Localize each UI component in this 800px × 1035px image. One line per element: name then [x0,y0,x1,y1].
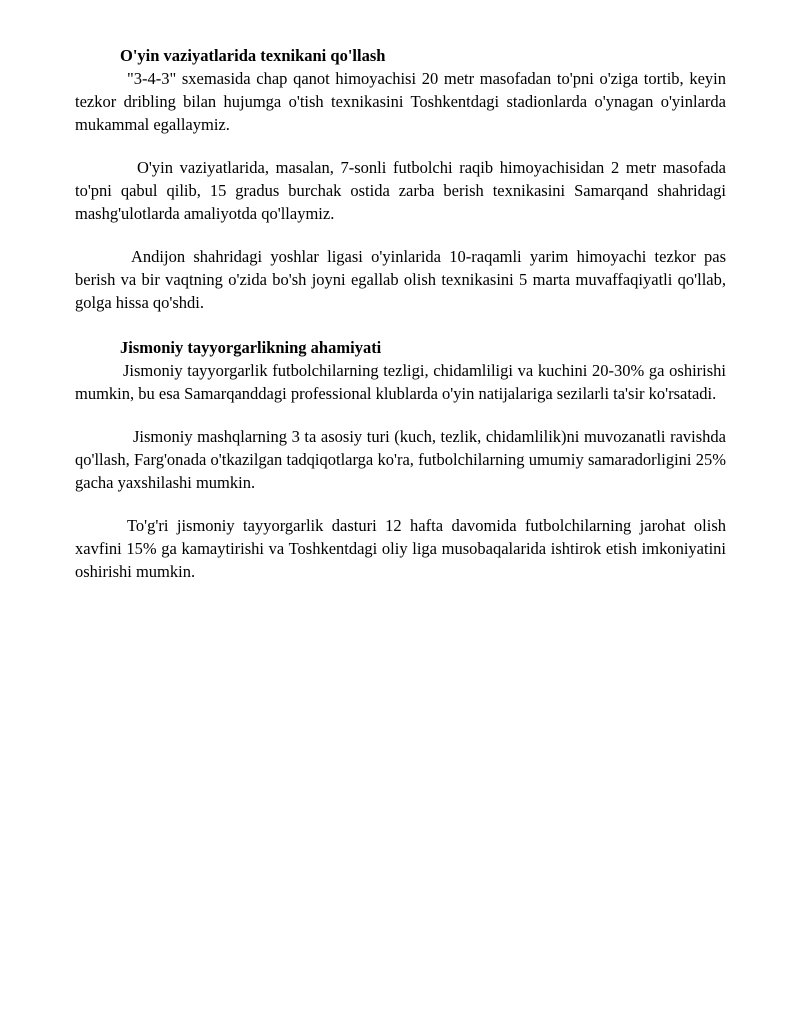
section-heading-physical-preparation: Jismoniy tayyorgarlikning ahamiyati [120,338,382,357]
document-page [75,44,726,583]
paragraph-physical-benefits: Jismoniy tayyorgarlik futbolchilarning tezligi, chidamliligi va kuchini 20-30% ga oshirishi mumkin, bu esa Samarqanddagi professional klublarda o'yin natijalariga sezilarli ta'sir ko'rsatadi. [75,361,726,403]
paragraph-training-program: To'g'ri jismoniy tayyorgarlik dasturi 12 hafta davomida futbolchilarning jarohat olish xavfini 15% ga kamaytirishi va Toshkentdagi oliy liga musobaqalarida ishtirok etish imkoniyatini oshirishi mumkin. [75,516,726,581]
paragraph-shot-technique: O'yin vaziyatlarida, masalan, 7-sonli futbolchi raqib himoyachisidan 2 metr masofada to'pni qabul qilib, 15 gradus burchak ostida zarba berish texnikasini Samarqand shahridagi mashg'ulotlarda amaliyotda qo'llaymiz. [75,158,726,223]
paragraph-passing-technique: Andijon shahridagi yoshlar ligasi o'yinlarida 10-raqamli yarim himoyachi tezkor pas berish va bir vaqtning o'zida bo'sh joyni egallab olish texnikasini 5 marta muvaffaqiyatli qo'llab, golga hissa qo'shdi. [75,247,726,312]
section-heading-game-technique: O'yin vaziyatlarida texnikani qo'llash [120,46,386,65]
paragraph-formation-technique: "3-4-3" sxemasida chap qanot himoyachisi 20 metr masofadan to'pni o'ziga tortib, keyin tezkor dribling bilan hujumga o'tish texnikasini Toshkentdagi stadionlarda o'ynagan o'yinlarda mukammal egallaymiz. [75,69,726,134]
paragraph-exercise-types: Jismoniy mashqlarning 3 ta asosiy turi (kuch, tezlik, chidamlilik)ni muvozanatli ravishda qo'llash, Farg'onada o'tkazilgan tadqiqotlarga ko'ra, futbolchilarning umumiy samaradorligini 25% gacha yaxshilashi mumkin. [75,427,726,492]
